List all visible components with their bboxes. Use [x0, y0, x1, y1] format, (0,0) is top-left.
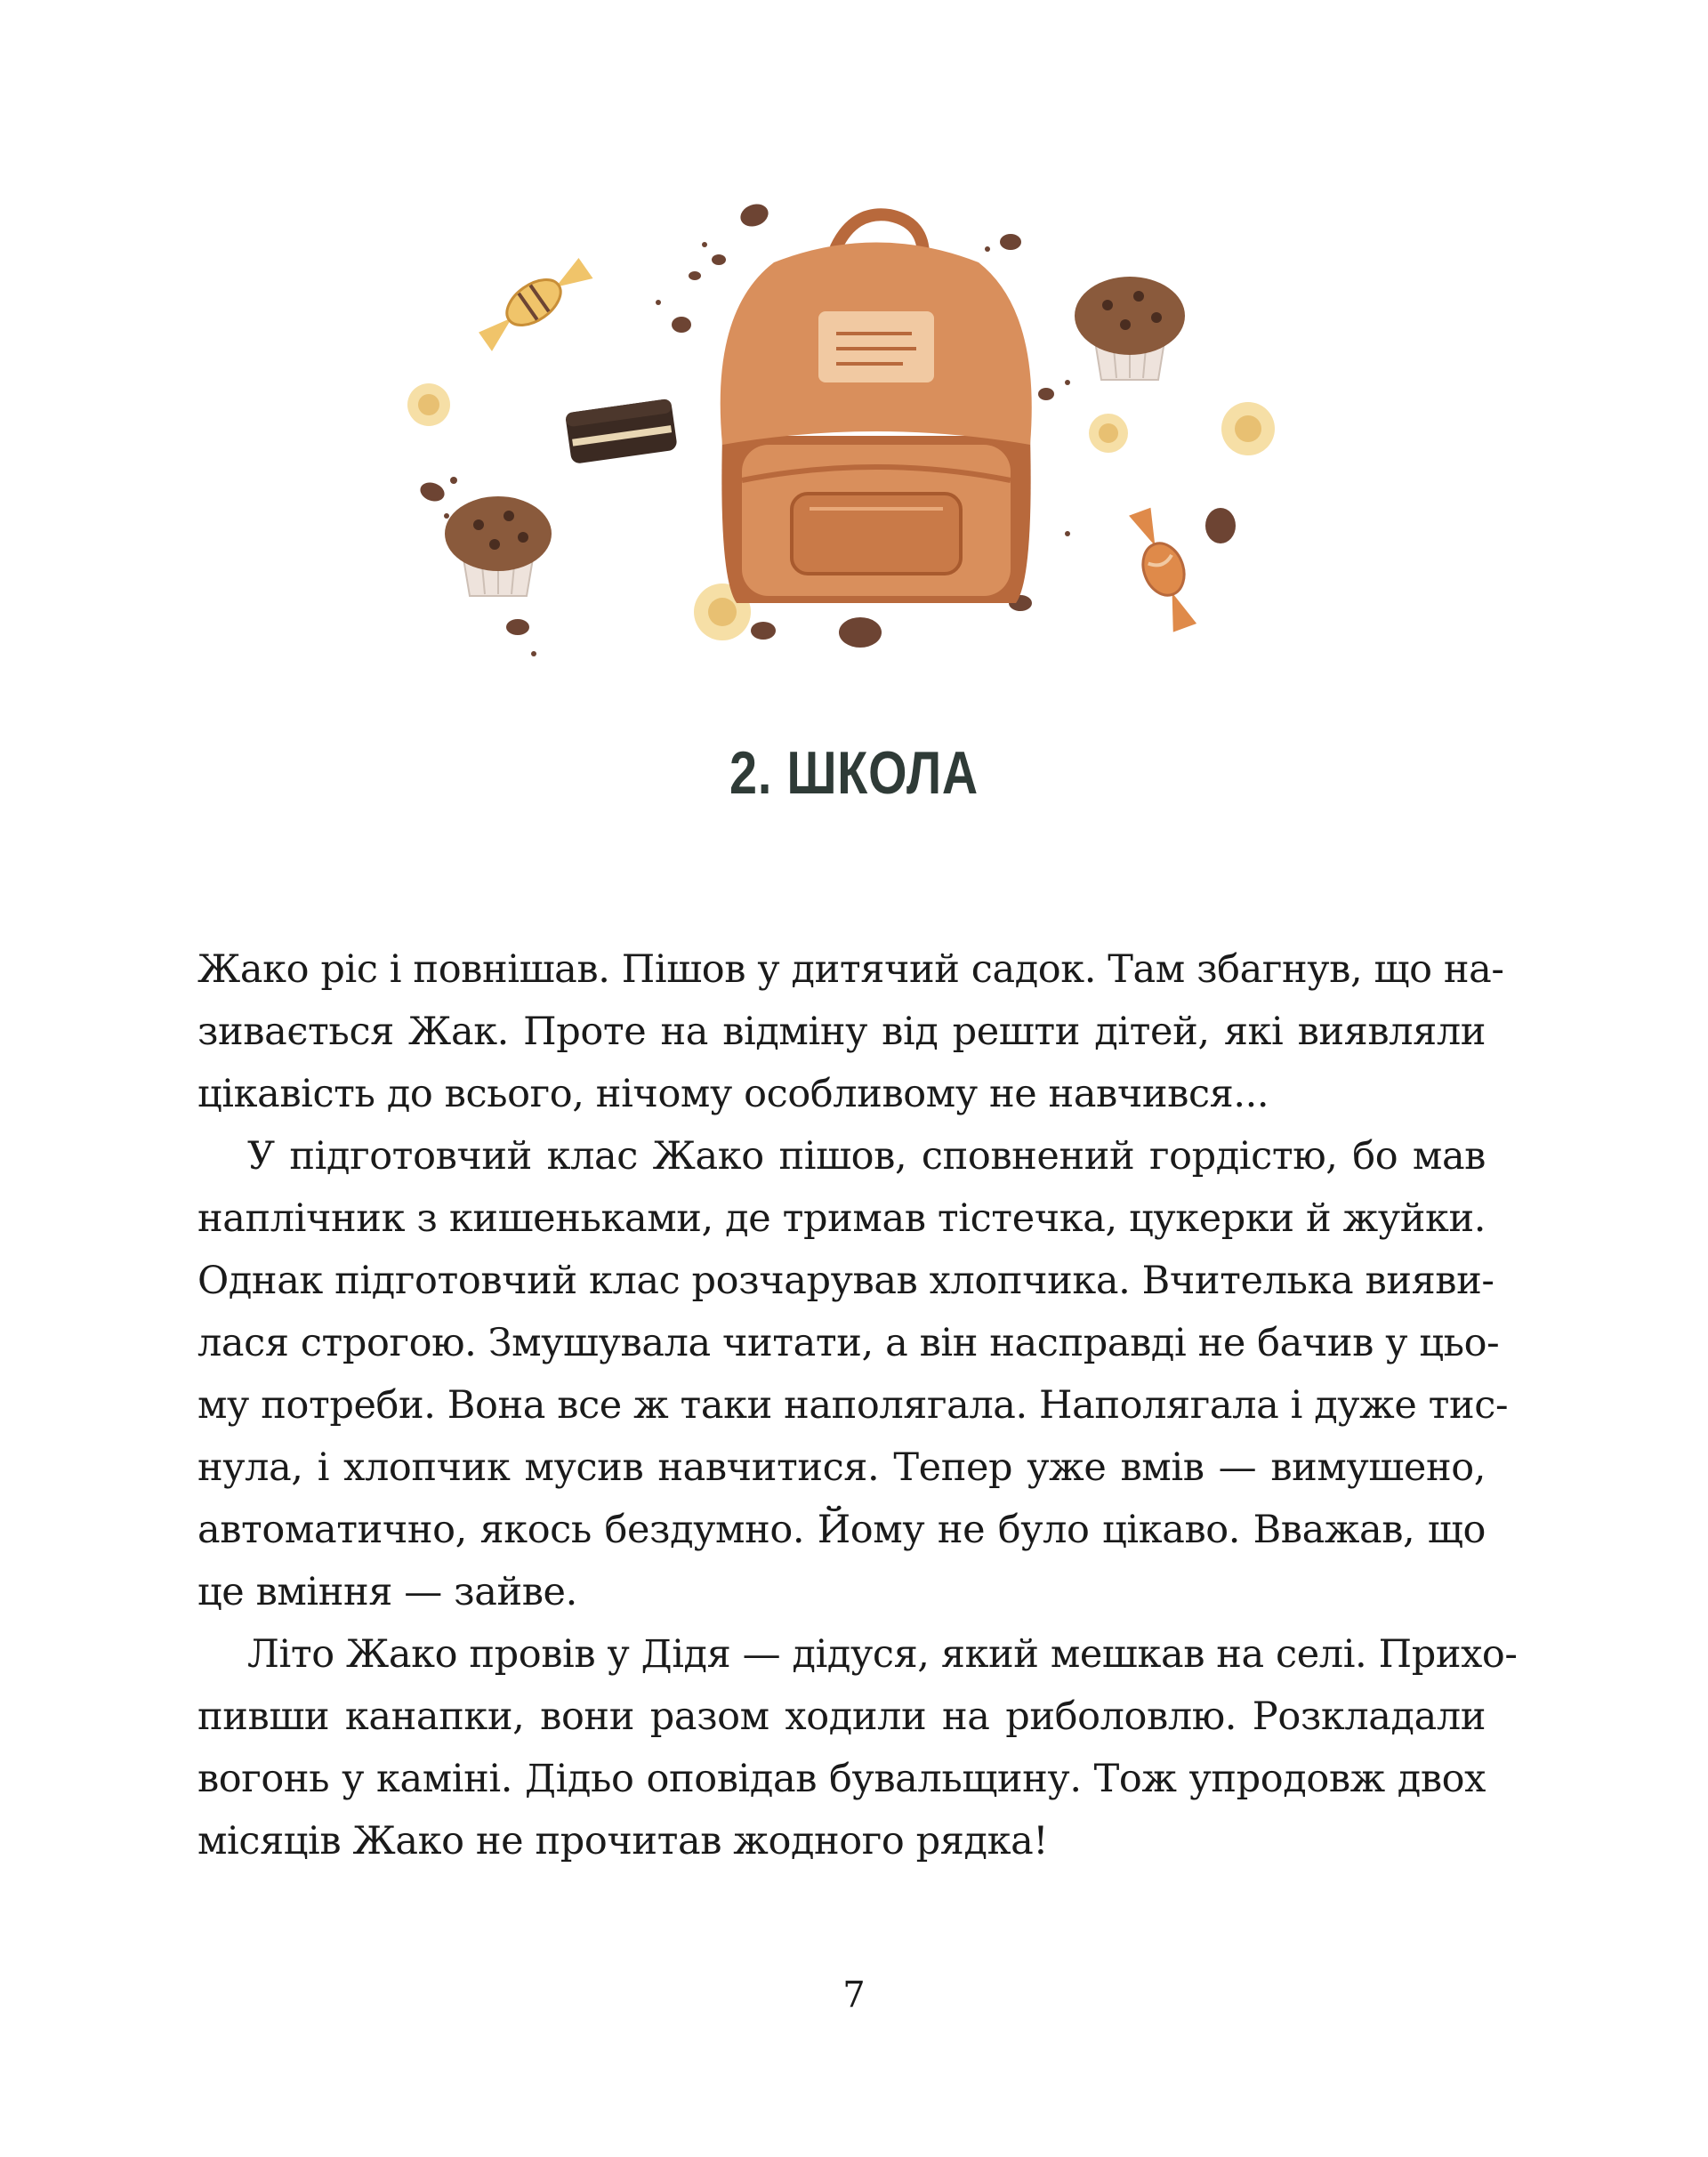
- candy-orange-icon: [1124, 504, 1203, 635]
- cookie-icon: [1089, 414, 1128, 453]
- text-line: автоматично, якось бездумно. Йому не було цікаво. Вважав, що: [197, 1508, 1486, 1552]
- text-line: лася строгою. Змушувала читати, а він насправді не бачив у цьо-: [197, 1321, 1500, 1365]
- text-line: нула, і хлопчик мусив навчитися. Тепер уже вмів — вимушено,: [197, 1445, 1486, 1490]
- text-line: У підготовчий клас Жако пішов, сповнений гордістю, бо мав: [247, 1134, 1486, 1179]
- backpack-with-sweets-illustration: [391, 178, 1317, 676]
- muffin-icon: [445, 496, 552, 596]
- cookie-icon: [407, 383, 450, 426]
- text-line: вогонь у каміні. Дідьо оповідав бувальщину. Тож упродовж двох: [197, 1757, 1486, 1801]
- text-line: зивається Жак. Проте на відміну від решти дітей, які виявляли: [197, 1010, 1486, 1054]
- chapter-title: 2. ШКОЛА: [729, 739, 979, 807]
- text-line: Літо Жако провів у Дідя — дідуся, який мешкав на селі. Прихо-: [247, 1632, 1518, 1677]
- chapter-body-text: [197, 938, 1518, 1872]
- text-line: му потреби. Вона все ж таки наполягала. Наполягала і дуже тис-: [197, 1383, 1509, 1428]
- cookie-icon: [1221, 402, 1275, 455]
- candy-yellow-icon: [472, 252, 595, 352]
- text-line: пивши канапки, вони разом ходили на риболовлю. Розкладали: [197, 1694, 1486, 1739]
- muffin-icon: [1075, 277, 1185, 380]
- text-line: місяців Жако не прочитав жодного рядка!: [197, 1819, 1049, 1863]
- backpack-icon: [721, 214, 1032, 603]
- page-number: 7: [842, 1975, 866, 2016]
- text-line: наплічник з кишеньками, де тримав тістечка, цукерки й жуйки.: [197, 1196, 1486, 1241]
- chocolate-bar-icon: [565, 398, 678, 464]
- text-line: Однак підготовчий клас розчарував хлопчика. Вчителька вияви-: [197, 1259, 1494, 1303]
- text-line: це вміння — зайве.: [197, 1570, 577, 1614]
- text-line: Жако ріс і повнішав. Пішов у дитячий садок. Там збагнув, що на-: [197, 947, 1504, 992]
- text-line: цікавість до всього, нічому особливому не навчився...: [197, 1072, 1269, 1116]
